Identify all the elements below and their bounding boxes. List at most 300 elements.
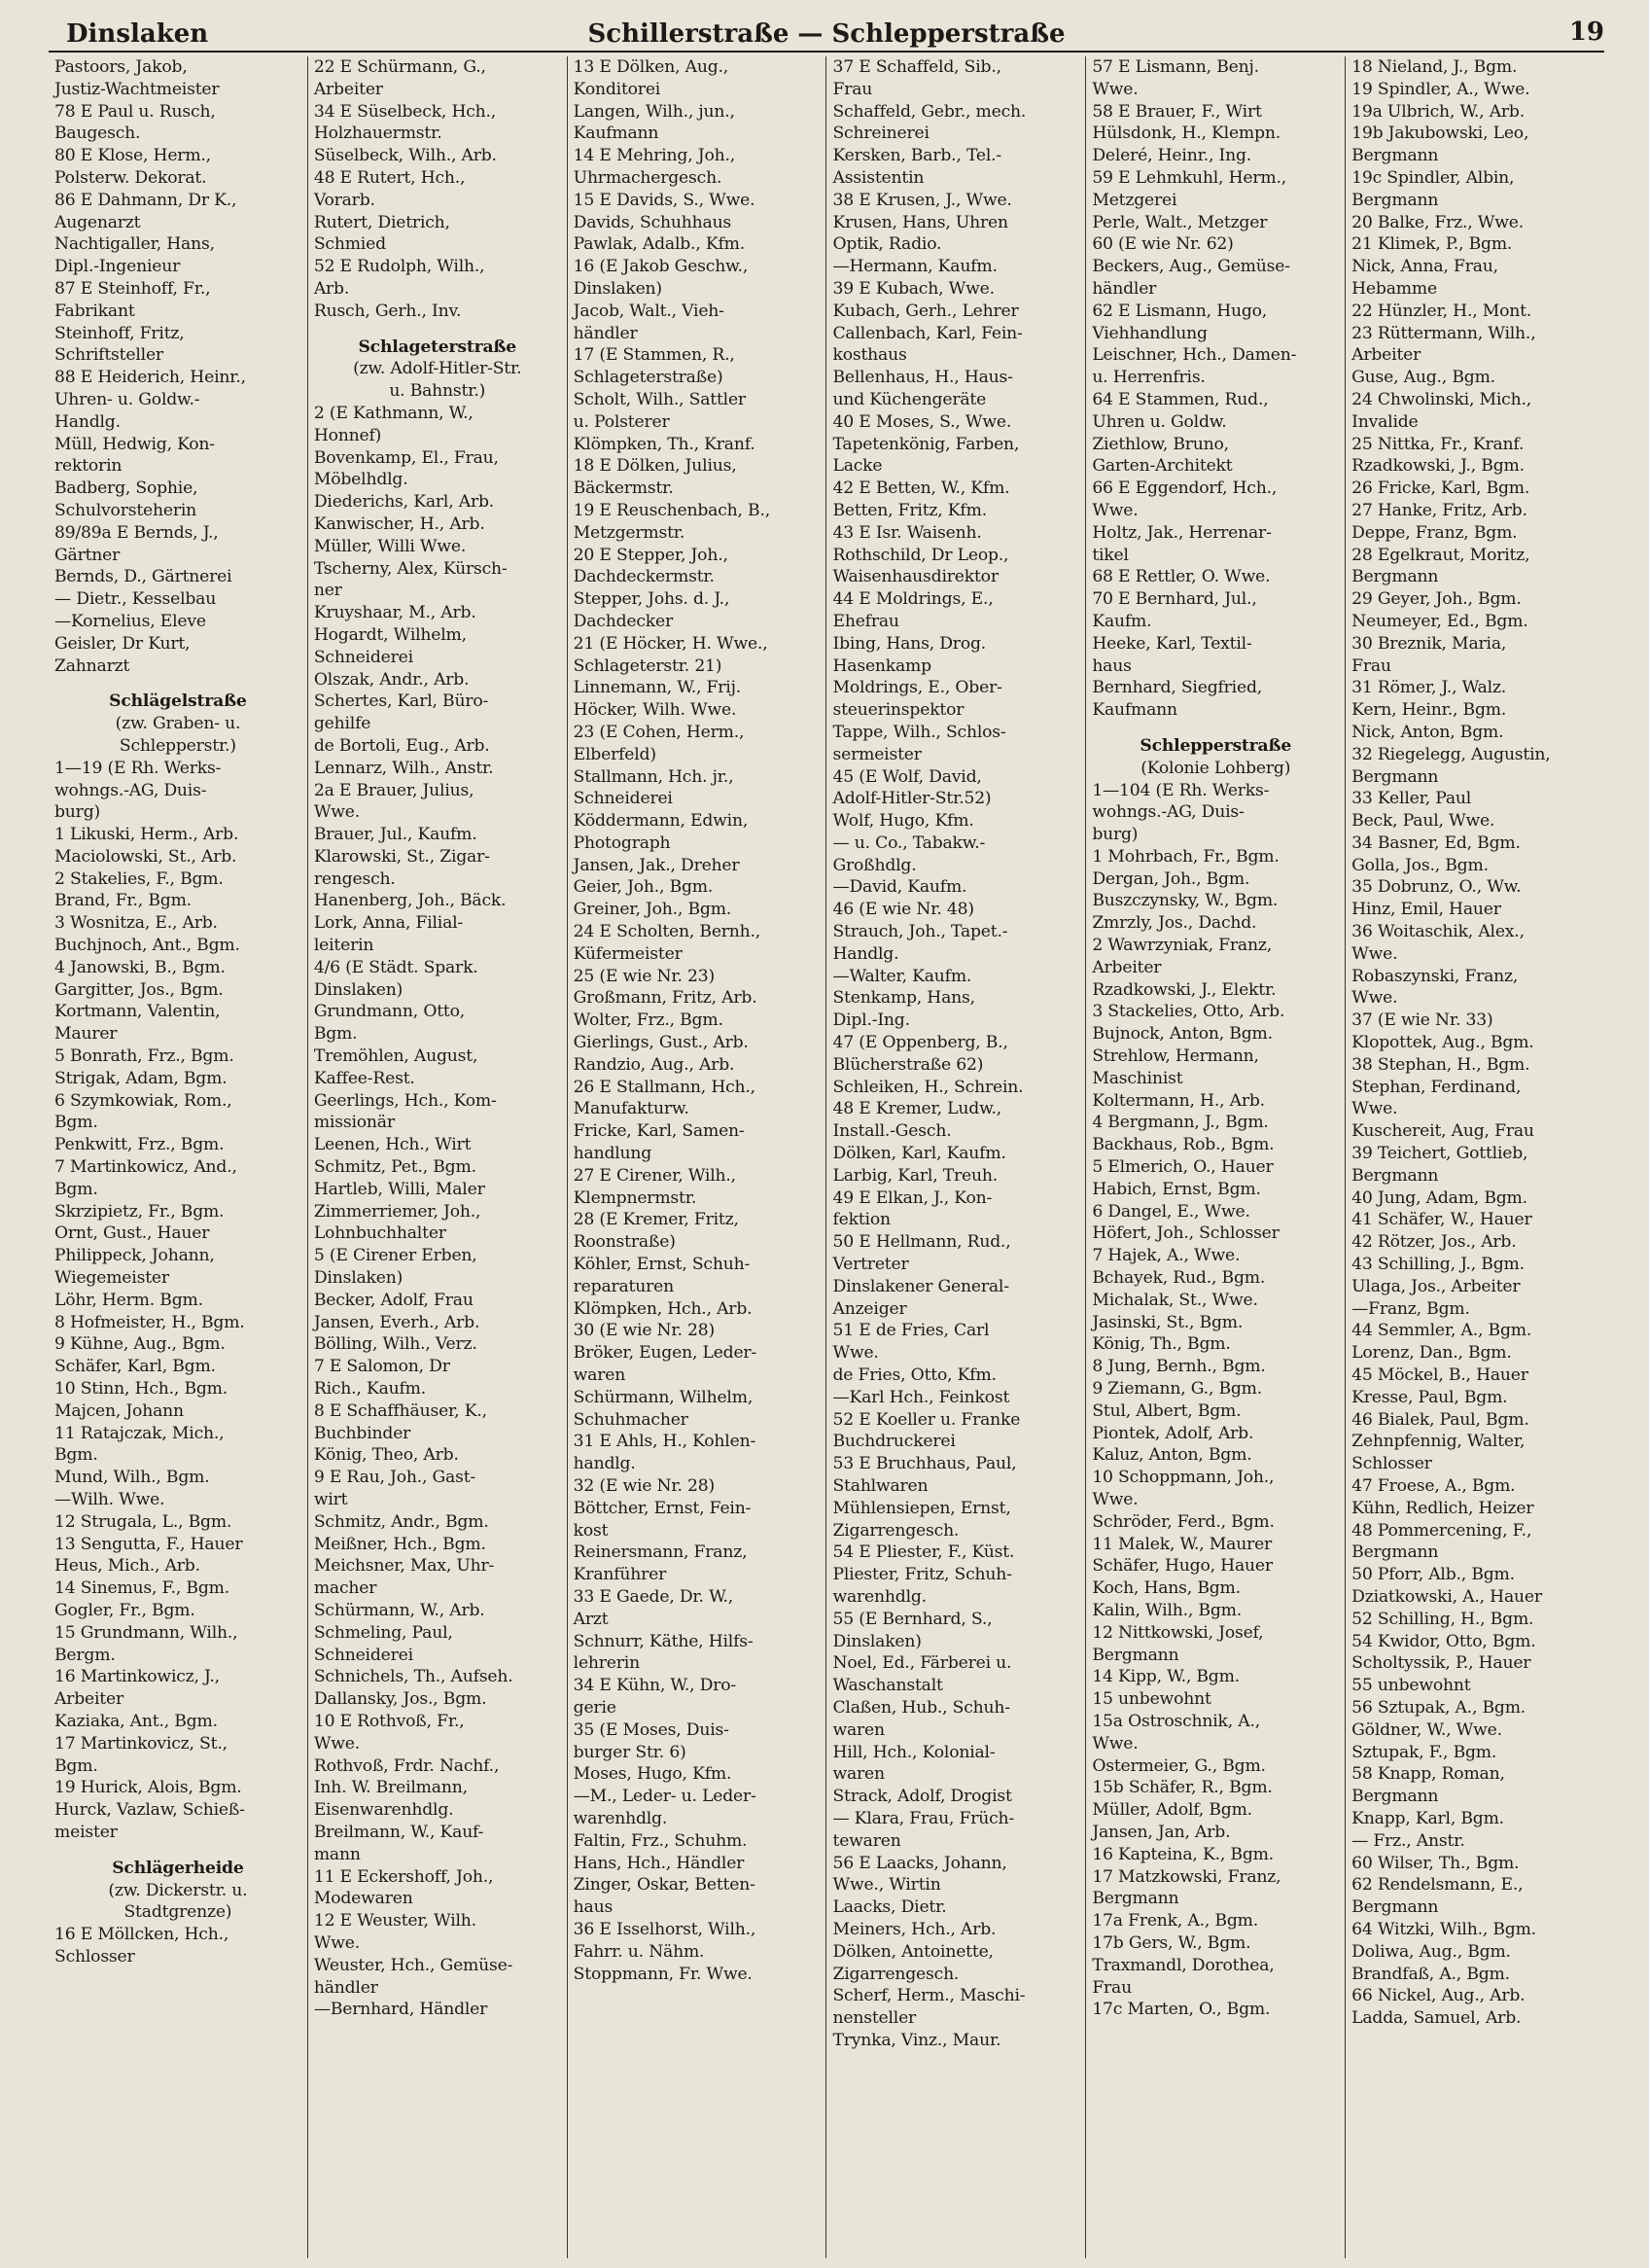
directory-entry-line: Süselbeck, Wilh., Arb. xyxy=(313,146,497,166)
directory-entry-line: Photograph xyxy=(573,833,671,853)
directory-entry-line: 37 E Schaffeld, Sib., xyxy=(832,57,1001,77)
directory-entry-line: 68 E Rettler, O. Wwe. xyxy=(1092,567,1271,587)
directory-entry-line: Davids, Schuhhaus xyxy=(573,212,732,232)
directory-entry-line: Wwe. xyxy=(832,1343,879,1364)
directory-entry-line: Perle, Walt., Metzger xyxy=(1092,212,1268,232)
directory-entry-line: — u. Co., Tabakw.- xyxy=(832,833,986,853)
directory-entry-line: 14 E Mehring, Joh., xyxy=(573,146,735,166)
directory-entry-line: Wolf, Hugo, Kfm. xyxy=(832,811,974,832)
directory-entry-line: Wwe. xyxy=(313,1733,361,1754)
directory-entry-line: 45 (E Wolf, David, xyxy=(832,766,982,787)
directory-entry-line: 22 E Schürmann, G., xyxy=(313,57,486,77)
directory-entry-line: Manufakturw. xyxy=(573,1099,689,1119)
directory-entry-line: Zehnpfennig, Walter, xyxy=(1351,1432,1526,1452)
directory-entry-line: Uhren u. Goldw. xyxy=(1092,411,1227,432)
directory-entry-line: Beck, Paul, Wwe. xyxy=(1351,811,1495,832)
directory-entry-line: und Küchengeräte xyxy=(832,389,987,409)
directory-entry-line: Kühn, Redlich, Heizer xyxy=(1351,1498,1534,1518)
directory-entry-line: 12 Strugala, L., Bgm. xyxy=(54,1511,232,1532)
directory-entry-line: Bergmann xyxy=(1351,190,1439,210)
directory-entry-line: 36 Woitaschik, Alex., xyxy=(1351,922,1525,942)
directory-entry-line: Heus, Mich., Arb. xyxy=(54,1556,200,1577)
directory-entry-line: Tappe, Wilh., Schlos- xyxy=(832,722,1006,742)
directory-entry-line: 3 Stackelies, Otto, Arb. xyxy=(1092,1002,1285,1022)
directory-entry-line: 16 (E Jakob Geschw., xyxy=(573,257,749,277)
directory-entry-line: Höcker, Wilh. Wwe. xyxy=(573,700,737,721)
directory-entry-line: Roonstraße) xyxy=(573,1232,676,1253)
directory-entry-line: 40 E Moses, S., Wwe. xyxy=(832,411,1012,432)
directory-entry-line: warenhdlg. xyxy=(832,1586,927,1607)
directory-entry-line: Stenkamp, Hans, xyxy=(832,988,975,1009)
directory-entry-line: Diederichs, Karl, Arb. xyxy=(313,492,495,513)
directory-entry-line: Klempnermstr. xyxy=(573,1187,697,1208)
directory-entry-line: 58 Knapp, Roman, xyxy=(1351,1764,1505,1785)
directory-entry-line: 16 E Möllcken, Hch., xyxy=(54,1925,229,1945)
directory-entry-line: Penkwitt, Frz., Bgm. xyxy=(54,1135,225,1155)
directory-entry-line: u. Herrenfris. xyxy=(1092,368,1206,388)
directory-entry-line: 6 Szymkowiak, Rom., xyxy=(54,1090,232,1111)
directory-entry-line: Waschanstalt xyxy=(832,1676,943,1696)
directory-entry-line: nensteller xyxy=(832,2008,917,2029)
directory-entry-line: 66 E Eggendorf, Hch., xyxy=(1092,478,1278,499)
directory-entry-line: 44 Semmler, A., Bgm. xyxy=(1351,1321,1532,1341)
directory-entry-line: 27 E Cirener, Wilh., xyxy=(573,1165,736,1186)
directory-entry-line: Bujnock, Anton, Bgm. xyxy=(1092,1024,1273,1045)
directory-column xyxy=(568,56,827,2258)
directory-entry-line: waren xyxy=(832,1764,885,1785)
directory-entry-line: Moldrings, E., Ober- xyxy=(832,678,1002,698)
directory-entry-line: 6 Dangel, E., Wwe. xyxy=(1092,1201,1250,1222)
directory-entry-line: Hasenkamp xyxy=(832,656,931,676)
directory-entry-line: 32 (E wie Nr. 28) xyxy=(573,1476,716,1496)
directory-entry-line: Tscherny, Alex, Kürsch- xyxy=(313,558,508,579)
street-subheading: Stadtgrenze) xyxy=(123,1902,232,1923)
directory-entry-line: Wwe. xyxy=(313,1932,361,1953)
directory-entry-line: 19b Jakubowski, Leo, xyxy=(1351,124,1529,144)
directory-entry-line: Heeke, Karl, Textil- xyxy=(1092,633,1252,654)
directory-entry-line: 25 Nittka, Fr., Kranf. xyxy=(1351,434,1525,454)
directory-entry-line: Bgm. xyxy=(54,1113,98,1133)
directory-entry-line: Dziatkowski, A., Hauer xyxy=(1351,1586,1542,1607)
directory-entry-line: 26 Fricke, Karl, Bgm. xyxy=(1351,478,1530,499)
page-header xyxy=(49,12,1604,53)
directory-entry-line: Wwe. xyxy=(1092,1490,1139,1509)
directory-entry-line: gehilfe xyxy=(313,714,371,734)
directory-entry-line: —Franz, Bgm. xyxy=(1351,1298,1470,1319)
directory-entry-line: Lacke xyxy=(832,456,883,477)
directory-entry-line: Badberg, Sophie, xyxy=(54,478,198,499)
directory-entry-line: burg) xyxy=(54,802,100,823)
directory-entry-line: warenhdlg. xyxy=(573,1808,668,1828)
directory-entry-line: Bchayek, Rud., Bgm. xyxy=(1092,1268,1266,1289)
directory-entry-line: 55 unbewohnt xyxy=(1351,1676,1471,1696)
directory-entry-line: Lennarz, Wilh., Anstr. xyxy=(313,758,494,778)
directory-entry-line: 5 Elmerich, O., Hauer xyxy=(1092,1157,1274,1178)
directory-entry-line: Uhren- u. Goldw.- xyxy=(54,389,200,409)
directory-entry-line: Habich, Ernst, Bgm. xyxy=(1092,1179,1261,1199)
directory-entry-line: 19c Spindler, Albin, xyxy=(1351,167,1515,188)
directory-entry-line: Schnichels, Th., Aufseh. xyxy=(313,1667,513,1687)
directory-entry-line: Kortmann, Valentin, xyxy=(54,1002,221,1022)
directory-entry-line: de Bortoli, Eug., Arb. xyxy=(313,735,490,756)
directory-entry-line: —Bernhard, Händler xyxy=(313,2000,488,2020)
directory-entry-line: Arbeiter xyxy=(313,79,383,99)
directory-entry-line: Meichsner, Max, Uhr- xyxy=(313,1556,495,1577)
directory-entry-line: Wwe. xyxy=(1351,988,1398,1009)
directory-entry-line: fektion xyxy=(832,1210,891,1230)
directory-entry-line: Bäckermstr. xyxy=(573,478,674,499)
directory-entry-line: Kranführer xyxy=(573,1565,667,1585)
directory-entry-line: Invalide xyxy=(1351,411,1419,432)
directory-entry-line: Fahrr. u. Nähm. xyxy=(573,1941,705,1962)
directory-entry-line: Greiner, Joh., Bgm. xyxy=(573,900,732,920)
directory-entry-line: Bergmann xyxy=(1351,1165,1439,1186)
directory-entry-line: steuerinspektor xyxy=(832,700,965,721)
directory-entry-line: Holtz, Jak., Herrenar- xyxy=(1092,522,1272,543)
directory-entry-line: 47 (E Oppenberg, B., xyxy=(832,1033,1008,1053)
directory-entry-line: 33 Keller, Paul xyxy=(1351,789,1472,809)
directory-entry-line: macher xyxy=(313,1578,377,1599)
directory-entry-line: Randzio, Aug., Arb. xyxy=(573,1054,735,1075)
directory-entry-line: Langen, Wilh., jun., xyxy=(573,101,735,122)
directory-entry-line: 7 Martinkowicz, And., xyxy=(54,1157,237,1178)
directory-entry-line: de Fries, Otto, Kfm. xyxy=(832,1365,997,1386)
directory-entry-line: 26 E Stallmann, Hch., xyxy=(573,1077,755,1097)
directory-entry-line: 41 Schäfer, W., Hauer xyxy=(1351,1210,1532,1230)
directory-entry-line: sermeister xyxy=(832,744,922,764)
directory-entry-line: Skrzipietz, Fr., Bgm. xyxy=(54,1201,225,1222)
directory-entry-line: Deleré, Heinr., Ing. xyxy=(1092,146,1252,166)
directory-entry-line: Baugesch. xyxy=(54,124,141,144)
directory-entry-line: Dachdeckermstr. xyxy=(573,567,715,587)
directory-entry-line: Schmeling, Paul, xyxy=(313,1622,453,1643)
directory-entry-line: wohngs.-AG, Duis- xyxy=(1092,802,1245,823)
directory-entry-line: Dallansky, Jos., Bgm. xyxy=(313,1689,487,1710)
directory-entry-line: 87 E Steinhoff, Fr., xyxy=(54,278,211,299)
directory-entry-line: Stul, Albert, Bgm. xyxy=(1092,1400,1242,1421)
street-heading: Schlepperstraße xyxy=(1140,735,1292,756)
directory-entry-line: Wwe. xyxy=(1092,1733,1139,1754)
directory-entry-line: 15a Ostroschnik, A., xyxy=(1092,1711,1261,1731)
directory-entry-line: 21 Klimek, P., Bgm. xyxy=(1351,234,1513,255)
directory-entry-line: —M., Leder- u. Leder- xyxy=(573,1787,756,1807)
directory-entry-line: Ziethlow, Bruno, xyxy=(1092,434,1229,454)
directory-entry-line: 46 Bialek, Paul, Bgm. xyxy=(1351,1409,1529,1430)
directory-entry-line: Mund, Wilh., Bgm. xyxy=(54,1468,210,1488)
directory-entry-line: Zinger, Oskar, Betten- xyxy=(573,1875,755,1896)
directory-entry-line: Kersken, Barb., Tel.- xyxy=(832,146,1002,166)
directory-entry-line: Kaffee-Rest. xyxy=(313,1068,415,1088)
directory-entry-line: 21 (E Höcker, H. Wwe., xyxy=(573,633,768,654)
directory-entry-line: 44 E Moldrings, E., xyxy=(832,589,994,610)
directory-entry-line: waren xyxy=(573,1365,626,1386)
directory-entry-line: 62 E Lismann, Hugo, xyxy=(1092,301,1268,321)
directory-entry-line: Bergmann xyxy=(1092,1645,1179,1665)
directory-entry-line: händler xyxy=(573,323,638,343)
directory-entry-line: Scholtyssik, P., Hauer xyxy=(1351,1653,1531,1674)
directory-entry-line: 9 Kühne, Aug., Bgm. xyxy=(54,1334,226,1355)
directory-entry-line: Rzadkowski, J., Bgm. xyxy=(1351,456,1525,477)
directory-entry-line: 18 Nieland, J., Bgm. xyxy=(1351,57,1518,77)
directory-entry-line: 47 Froese, A., Bgm. xyxy=(1351,1476,1516,1496)
directory-entry-line: Schreinerei xyxy=(832,124,930,144)
directory-entry-line: 24 Chwolinski, Mich., xyxy=(1351,389,1531,409)
directory-entry-line: 53 E Bruchhaus, Paul, xyxy=(832,1454,1017,1474)
directory-entry-line: Zmrzly, Jos., Dachd. xyxy=(1092,913,1257,934)
directory-entry-line: Optik, Radio. xyxy=(832,234,942,255)
directory-entry-line: lehrerin xyxy=(573,1653,640,1674)
directory-entry-line: —Karl Hch., Feinkost xyxy=(832,1387,1010,1407)
directory-entry-line: Kaziaka, Ant., Bgm. xyxy=(54,1711,218,1731)
directory-entry-line: Linnemann, W., Frij. xyxy=(573,678,741,698)
directory-entry-line: Dinslaken) xyxy=(313,979,403,1000)
directory-entry-line: mann xyxy=(313,1844,361,1864)
directory-entry-line: 56 E Laacks, Johann, xyxy=(832,1853,1007,1873)
directory-entry-line: 34 E Süselbeck, Hch., xyxy=(313,101,497,122)
directory-entry-line: Geier, Joh., Bgm. xyxy=(573,877,714,898)
directory-entry-line: Modewaren xyxy=(313,1889,413,1909)
directory-entry-line: kost xyxy=(573,1520,609,1541)
directory-entry-line: 52 E Rudolph, Wilh., xyxy=(313,257,485,277)
directory-entry-line: 37 (E wie Nr. 33) xyxy=(1351,1010,1493,1031)
directory-entry-line: 62 Rendelsmann, E., xyxy=(1351,1875,1524,1896)
directory-entry-line: Uhrmachergesch. xyxy=(573,167,722,188)
directory-entry-line: Schlageterstraße) xyxy=(573,368,723,388)
directory-entry-line: Küfermeister xyxy=(573,943,683,964)
directory-entry-line: Dölken, Antoinette, xyxy=(832,1941,994,1962)
directory-entry-line: 60 Wilser, Th., Bgm. xyxy=(1351,1853,1520,1873)
directory-entry-line: 25 (E wie Nr. 23) xyxy=(573,966,716,986)
directory-entry-line: 17b Gers, W., Bgm. xyxy=(1092,1932,1251,1953)
directory-entry-line: Stephan, Ferdinand, xyxy=(1351,1077,1522,1097)
directory-entry-line: Blücherstraße 62) xyxy=(832,1054,984,1075)
directory-entry-line: Gargitter, Jos., Bgm. xyxy=(54,979,224,1000)
directory-entry-line: Schäfer, Hugo, Hauer xyxy=(1092,1556,1273,1577)
directory-entry-line: 1—19 (E Rh. Werks- xyxy=(54,758,222,778)
directory-entry-line: Lork, Anna, Filial- xyxy=(313,913,464,934)
directory-entry-line: 80 E Klose, Herm., xyxy=(54,146,211,166)
directory-entry-line: Bovenkamp, El., Frau, xyxy=(313,447,499,468)
directory-entry-line: Golla, Jos., Bgm. xyxy=(1351,855,1489,875)
street-heading: Schlägerheide xyxy=(112,1858,244,1878)
directory-entry-line: Bergmann xyxy=(1351,1787,1439,1807)
directory-entry-line: Deppe, Franz, Bgm. xyxy=(1351,522,1518,543)
street-subheading: Schlepperstr.) xyxy=(119,735,236,756)
directory-entry-line: 88 E Heiderich, Heinr., xyxy=(54,368,246,388)
directory-entry-line: kosthaus xyxy=(832,345,907,366)
directory-entry-line: Backhaus, Rob., Bgm. xyxy=(1092,1135,1275,1155)
directory-entry-line: 33 E Gaede, Dr. W., xyxy=(573,1586,734,1607)
directory-entry-line: Meiners, Hch., Arb. xyxy=(832,1919,997,1939)
directory-entry-line: Schmied xyxy=(313,234,386,255)
directory-entry-line: 42 E Betten, W., Kfm. xyxy=(832,478,1010,499)
directory-entry-line: Knapp, Karl, Bgm. xyxy=(1351,1808,1504,1828)
directory-entry-line: Schulvorsteherin xyxy=(54,500,197,520)
directory-entry-line: 12 Nittkowski, Josef, xyxy=(1092,1622,1264,1643)
directory-column xyxy=(1346,56,1604,2258)
directory-entry-line: Zigarrengesch. xyxy=(832,1964,960,1984)
street-subheading: (zw. Graben- u. xyxy=(115,714,241,734)
directory-entry-line: 18 E Dölken, Julius, xyxy=(573,456,737,477)
directory-entry-line: Doliwa, Aug., Bgm. xyxy=(1351,1941,1511,1962)
directory-entry-line: Bellenhaus, H., Haus- xyxy=(832,368,1013,388)
directory-entry-line: 27 Hanke, Fritz, Arb. xyxy=(1351,500,1527,520)
directory-entry-line: Schnurr, Käthe, Hilfs- xyxy=(573,1631,754,1651)
directory-entry-line: 51 E de Fries, Carl xyxy=(832,1321,990,1341)
directory-entry-line: Schleiken, H., Schrein. xyxy=(832,1077,1024,1097)
directory-entry-line: 13 Sengutta, F., Hauer xyxy=(54,1534,243,1554)
directory-entry-line: Arbeiter xyxy=(1092,957,1162,977)
directory-entry-line: Bgm. xyxy=(313,1024,358,1045)
directory-entry-line: Wwe., Wirtin xyxy=(832,1875,941,1896)
directory-entry-line: Schriftsteller xyxy=(54,345,163,366)
directory-entry-line: Stahlwaren xyxy=(832,1476,929,1496)
directory-entry-line: rektorin xyxy=(54,456,123,477)
directory-entry-line: Hebamme xyxy=(1351,278,1437,299)
directory-entry-line: Elberfeld) xyxy=(573,744,656,764)
directory-entry-line: —Walter, Kaufm. xyxy=(832,966,972,986)
directory-entry-line: 19 Hurick, Alois, Bgm. xyxy=(54,1778,242,1798)
directory-entry-line: 14 Sinemus, F., Bgm. xyxy=(54,1578,229,1599)
directory-entry-line: Rutert, Dietrich, xyxy=(313,212,450,232)
directory-entry-line: rengesch. xyxy=(313,868,396,889)
directory-entry-line: Breilmann, W., Kauf- xyxy=(313,1822,484,1842)
directory-entry-line: Bergmann xyxy=(1351,567,1439,587)
directory-entry-line: 50 E Hellmann, Rud., xyxy=(832,1232,1011,1253)
directory-entry-line: Bröker, Eugen, Leder- xyxy=(573,1343,757,1364)
directory-entry-line: Robaszynski, Franz, xyxy=(1351,966,1519,986)
directory-entry-line: Kanwischer, H., Arb. xyxy=(313,514,485,534)
directory-entry-line: Jansen, Jan, Arb. xyxy=(1092,1822,1231,1842)
directory-entry-line: Handlg. xyxy=(832,943,899,964)
directory-entry-line: Brand, Fr., Bgm. xyxy=(54,891,192,911)
directory-entry-line: 66 Nickel, Aug., Arb. xyxy=(1351,1986,1526,2006)
directory-entry-line: Dinslakener General- xyxy=(832,1276,1009,1296)
directory-entry-line: Betten, Fritz, Kfm. xyxy=(832,500,987,520)
directory-entry-line: Koch, Hans, Bgm. xyxy=(1092,1578,1241,1599)
directory-entry-line: 31 Römer, J., Walz. xyxy=(1351,678,1507,698)
directory-entry-line: Wwe. xyxy=(1092,79,1139,99)
directory-entry-line: Nick, Anna, Frau, xyxy=(1351,257,1498,277)
directory-entry-line: Michalak, St., Wwe. xyxy=(1092,1290,1258,1310)
directory-entry-line: Kuschereit, Aug, Frau xyxy=(1351,1121,1534,1142)
directory-entry-line: Metzgermstr. xyxy=(573,522,685,543)
directory-entry-line: 15b Schäfer, R., Bgm. xyxy=(1092,1778,1273,1798)
header-city: Dinslaken xyxy=(66,19,209,49)
street-subheading: (zw. Adolf-Hitler-Str. xyxy=(353,359,522,379)
directory-entry-line: Ehefrau xyxy=(832,611,899,631)
street-subheading: (Kolonie Lohberg) xyxy=(1140,758,1291,778)
directory-entry-line: Honnef) xyxy=(313,425,382,445)
directory-entry-line: 15 unbewohnt xyxy=(1092,1689,1211,1710)
directory-entry-line: Augenarzt xyxy=(54,212,141,232)
directory-entry-line: Schneiderei xyxy=(313,647,413,667)
directory-entry-line: Pliester, Fritz, Schuh- xyxy=(832,1565,1012,1585)
directory-entry-line: 28 Egelkraut, Moritz, xyxy=(1351,545,1530,565)
directory-entry-line: Reinersmann, Franz, xyxy=(573,1542,748,1563)
directory-entry-line: Schlageterstr. 21) xyxy=(573,656,722,676)
directory-entry-line: Nachtigaller, Hans, xyxy=(54,234,215,255)
directory-entry-line: Schäfer, Karl, Bgm. xyxy=(54,1357,216,1377)
directory-entry-line: Schlosser xyxy=(54,1946,135,1967)
directory-entry-line: Dipl.-Ing. xyxy=(832,1010,910,1031)
directory-entry-line: 55 (E Bernhard, S., xyxy=(832,1609,993,1629)
directory-entry-line: 43 Schilling, J., Bgm. xyxy=(1351,1255,1525,1275)
directory-entry-line: Holzhauermstr. xyxy=(313,124,442,144)
directory-entry-line: — Klara, Frau, Früch- xyxy=(832,1808,1015,1828)
directory-entry-line: missionär xyxy=(313,1113,395,1133)
directory-entry-line: Schröder, Ferd., Bgm. xyxy=(1092,1511,1275,1532)
directory-entry-line: 9 Ziemann, G., Bgm. xyxy=(1092,1379,1263,1400)
directory-entry-line: 50 Pforr, Alb., Bgm. xyxy=(1351,1565,1515,1585)
directory-entry-line: 58 E Brauer, F., Wirt xyxy=(1092,101,1262,122)
directory-entry-line: Dinslaken) xyxy=(573,278,662,299)
directory-entry-line: 17a Frenk, A., Bgm. xyxy=(1092,1911,1259,1931)
directory-columns xyxy=(49,56,1604,2258)
directory-entry-line: Ibing, Hans, Drog. xyxy=(832,633,987,654)
directory-entry-line: 14 Kipp, W., Bgm. xyxy=(1092,1667,1240,1687)
directory-entry-line: 43 E Isr. Waisenh. xyxy=(832,522,982,543)
directory-entry-line: 42 Rötzer, Jos., Arb. xyxy=(1351,1232,1517,1253)
directory-entry-line: Dinslaken) xyxy=(832,1631,922,1651)
directory-entry-line: Konditorei xyxy=(573,79,661,99)
directory-entry-line: 8 E Schaffhäuser, K., xyxy=(313,1400,487,1421)
directory-entry-line: 4 Janowski, B., Bgm. xyxy=(54,957,226,977)
directory-entry-line: Eisenwarenhdlg. xyxy=(313,1800,454,1821)
directory-entry-line: Handlg. xyxy=(54,411,121,432)
directory-entry-line: Schneiderei xyxy=(313,1645,413,1665)
directory-entry-line: Großmann, Fritz, Arb. xyxy=(573,988,757,1009)
directory-entry-line: händler xyxy=(313,1977,378,1998)
directory-entry-line: Jasinski, St., Bgm. xyxy=(1092,1312,1244,1332)
directory-entry-line: Schürmann, W., Arb. xyxy=(313,1600,485,1620)
directory-entry-line: Gierlings, Gust., Arb. xyxy=(573,1033,749,1053)
directory-entry-line: Hill, Hch., Kolonial- xyxy=(832,1742,996,1762)
directory-entry-line: Bgm. xyxy=(54,1755,98,1776)
directory-entry-line: Stoppmann, Fr. Wwe. xyxy=(573,1964,753,1984)
directory-entry-line: wohngs.-AG, Duis- xyxy=(54,780,207,800)
directory-entry-line: Callenbach, Karl, Fein- xyxy=(832,323,1023,343)
directory-entry-line: Arbeiter xyxy=(54,1689,123,1710)
directory-entry-line: Lorenz, Dan., Bgm. xyxy=(1351,1343,1512,1364)
directory-entry-line: 17c Marten, O., Bgm. xyxy=(1092,2000,1271,2020)
directory-entry-line: 23 (E Cohen, Herm., xyxy=(573,722,745,742)
directory-entry-line: Trynka, Vinz., Maur. xyxy=(832,2030,1001,2050)
directory-entry-line: Bergm. xyxy=(54,1645,116,1665)
directory-entry-line: 54 Kwidor, Otto, Bgm. xyxy=(1351,1631,1536,1651)
directory-entry-line: Larbig, Karl, Treuh. xyxy=(832,1165,998,1186)
directory-entry-line: 19a Ulbrich, W., Arb. xyxy=(1351,101,1525,122)
directory-entry-line: leiterin xyxy=(313,936,374,956)
directory-entry-line: Kaufmann xyxy=(573,124,659,144)
directory-entry-line: haus xyxy=(573,1897,614,1918)
directory-entry-line: 8 Jung, Bernh., Bgm. xyxy=(1092,1357,1266,1377)
directory-entry-line: burg) xyxy=(1092,825,1139,845)
directory-entry-line: 24 E Scholten, Bernh., xyxy=(573,922,761,942)
directory-entry-line: 10 Schoppmann, Joh., xyxy=(1092,1468,1275,1488)
directory-entry-line: Hurck, Vazlaw, Schieß- xyxy=(54,1800,245,1821)
directory-entry-line: Adolf-Hitler-Str.52) xyxy=(832,789,992,809)
directory-entry-line: händler xyxy=(1092,278,1157,299)
directory-entry-line: —David, Kaufm. xyxy=(832,877,967,898)
directory-entry-line: 30 Breznik, Maria, xyxy=(1351,633,1507,654)
directory-entry-line: 16 Kapteina, K., Bgm. xyxy=(1092,1844,1274,1864)
directory-entry-line: 38 Stephan, H., Bgm. xyxy=(1351,1054,1530,1075)
directory-entry-line: Böttcher, Ernst, Fein- xyxy=(573,1498,752,1518)
directory-entry-line: Klömpken, Hch., Arb. xyxy=(573,1298,753,1319)
directory-entry-line: 38 E Krusen, J., Wwe. xyxy=(832,190,1012,210)
directory-entry-line: Rothschild, Dr Leop., xyxy=(832,545,1009,565)
